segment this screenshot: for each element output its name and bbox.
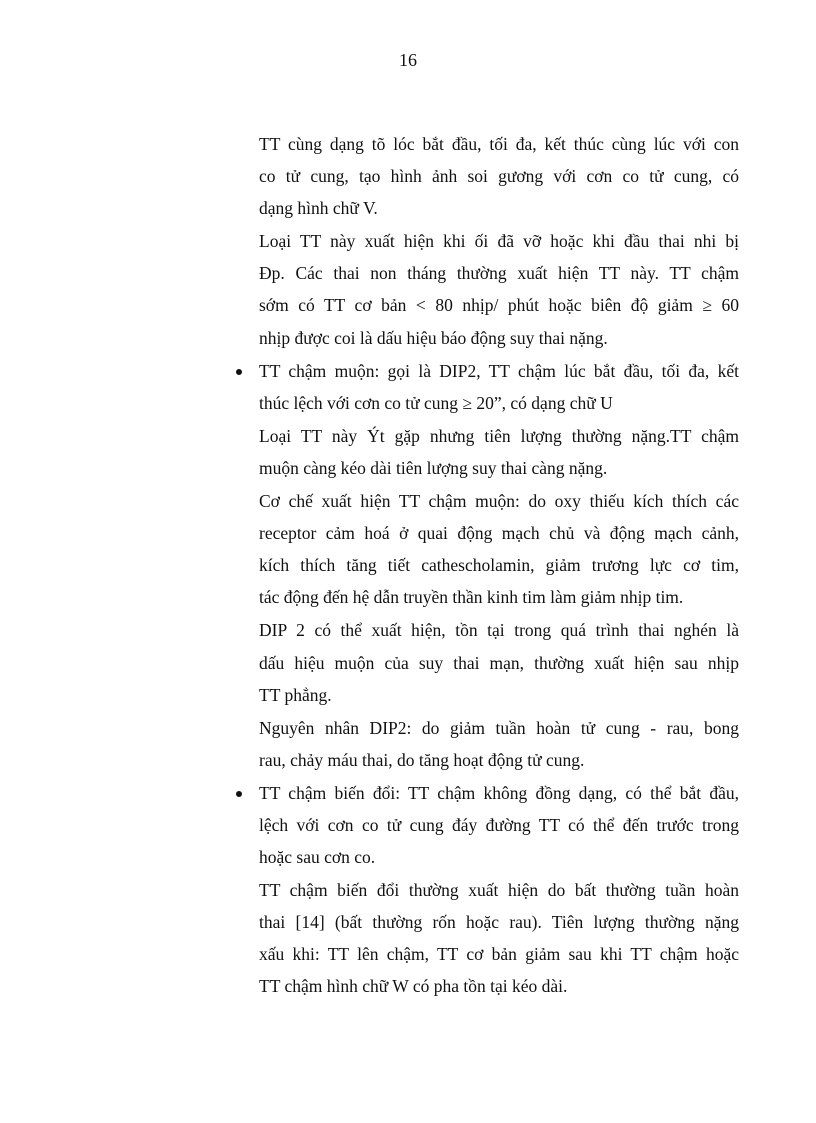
text-line: muộn càng kéo dài tiên lượng suy thai càng nặng. xyxy=(259,457,608,478)
paragraph xyxy=(259,128,739,224)
paragraph xyxy=(259,874,739,1002)
page-number: 16 xyxy=(399,50,417,70)
text-line: TT chậm muộn: gọi là DIP2, TT chậm lúc bắt đầu, tối đa, kết xyxy=(259,360,739,381)
text-line: kích thích tăng tiết cathescholamin, giảm trương lực cơ tim, xyxy=(259,555,739,576)
text-line: thai [14] (bất thường rốn hoặc rau). Tiên lượng thường nặng xyxy=(259,912,739,933)
text-line: xấu khi: TT lên chậm, TT cơ bản giảm sau khi TT chậm hoặc xyxy=(259,944,739,965)
text-line: dấu hiệu muộn của suy thai mạn, thường xuất hiện sau nhịp xyxy=(259,652,739,673)
text-line: TT cùng dạng tõ lóc bắt đầu, tối đa, kết thúc cùng lúc với con xyxy=(259,134,739,154)
text-line: thúc lệch với cơn co tử cung ≥ 20”, có dạng chữ U xyxy=(259,392,613,413)
text-line: sớm có TT cơ bản < 80 nhịp/ phút hoặc biên độ giảm ≥ 60 xyxy=(259,295,739,316)
text-line: Đp. Các thai non tháng thường xuất hiện TT này. TT chậm xyxy=(259,263,739,284)
text-line: receptor cảm hoá ở quai động mạch chủ và động mạch cảnh, xyxy=(259,523,739,544)
document-body xyxy=(259,128,739,1004)
paragraph xyxy=(259,712,739,776)
text-line: rau, chảy máu thai, do tăng hoạt động tử cung. xyxy=(259,749,585,770)
text-line: DIP 2 có thể xuất hiện, tồn tại trong quá trình thai nghén là xyxy=(259,620,739,641)
text-line: lệch với cơn co tử cung đáy đường TT có thể đến trước trong xyxy=(259,814,739,835)
text-line: Cơ chế xuất hiện TT chậm muộn: do oxy thiếu kích thích các xyxy=(259,491,739,512)
paragraph xyxy=(259,485,739,613)
paragraph xyxy=(259,225,739,353)
paragraph xyxy=(259,614,739,710)
text-line: nhịp được coi là dấu hiệu báo động suy thai nặng. xyxy=(259,327,608,348)
bullet-item xyxy=(259,355,739,419)
text-line: Loại TT này xuất hiện khi ối đã vỡ hoặc khi đầu thai nhi bị xyxy=(259,231,739,252)
text-line: Loại TT này Ýt gặp nhưng tiên lượng thường nặng.TT chậm xyxy=(259,425,739,446)
bullet-dot-icon xyxy=(236,369,242,375)
text-line: TT chậm hình chữ W có pha tồn tại kéo dài. xyxy=(259,976,568,997)
text-line: hoặc sau cơn co. xyxy=(259,847,376,868)
text-line: TT phẳng. xyxy=(259,684,332,705)
text-line: TT chậm biến đổi: TT chậm không đồng dạng, có thể bắt đầu, xyxy=(259,782,739,803)
text-line: dạng hình chữ V. xyxy=(259,198,378,219)
text-line: co tử cung, tạo hình ảnh soi gương với cơn co tử cung, có xyxy=(259,166,739,187)
text-line: Nguyên nhân DIP2: do giảm tuần hoàn tử cung - rau, bong xyxy=(259,717,739,738)
bullet-item xyxy=(259,777,739,873)
paragraph xyxy=(259,420,739,484)
text-line: tác động đến hệ dẫn truyền thần kinh tim làm giảm nhịp tim. xyxy=(259,587,684,608)
bullet-dot-icon xyxy=(236,791,242,797)
text-line: TT chậm biến đổi thường xuất hiện do bất thường tuần hoàn xyxy=(259,880,739,901)
